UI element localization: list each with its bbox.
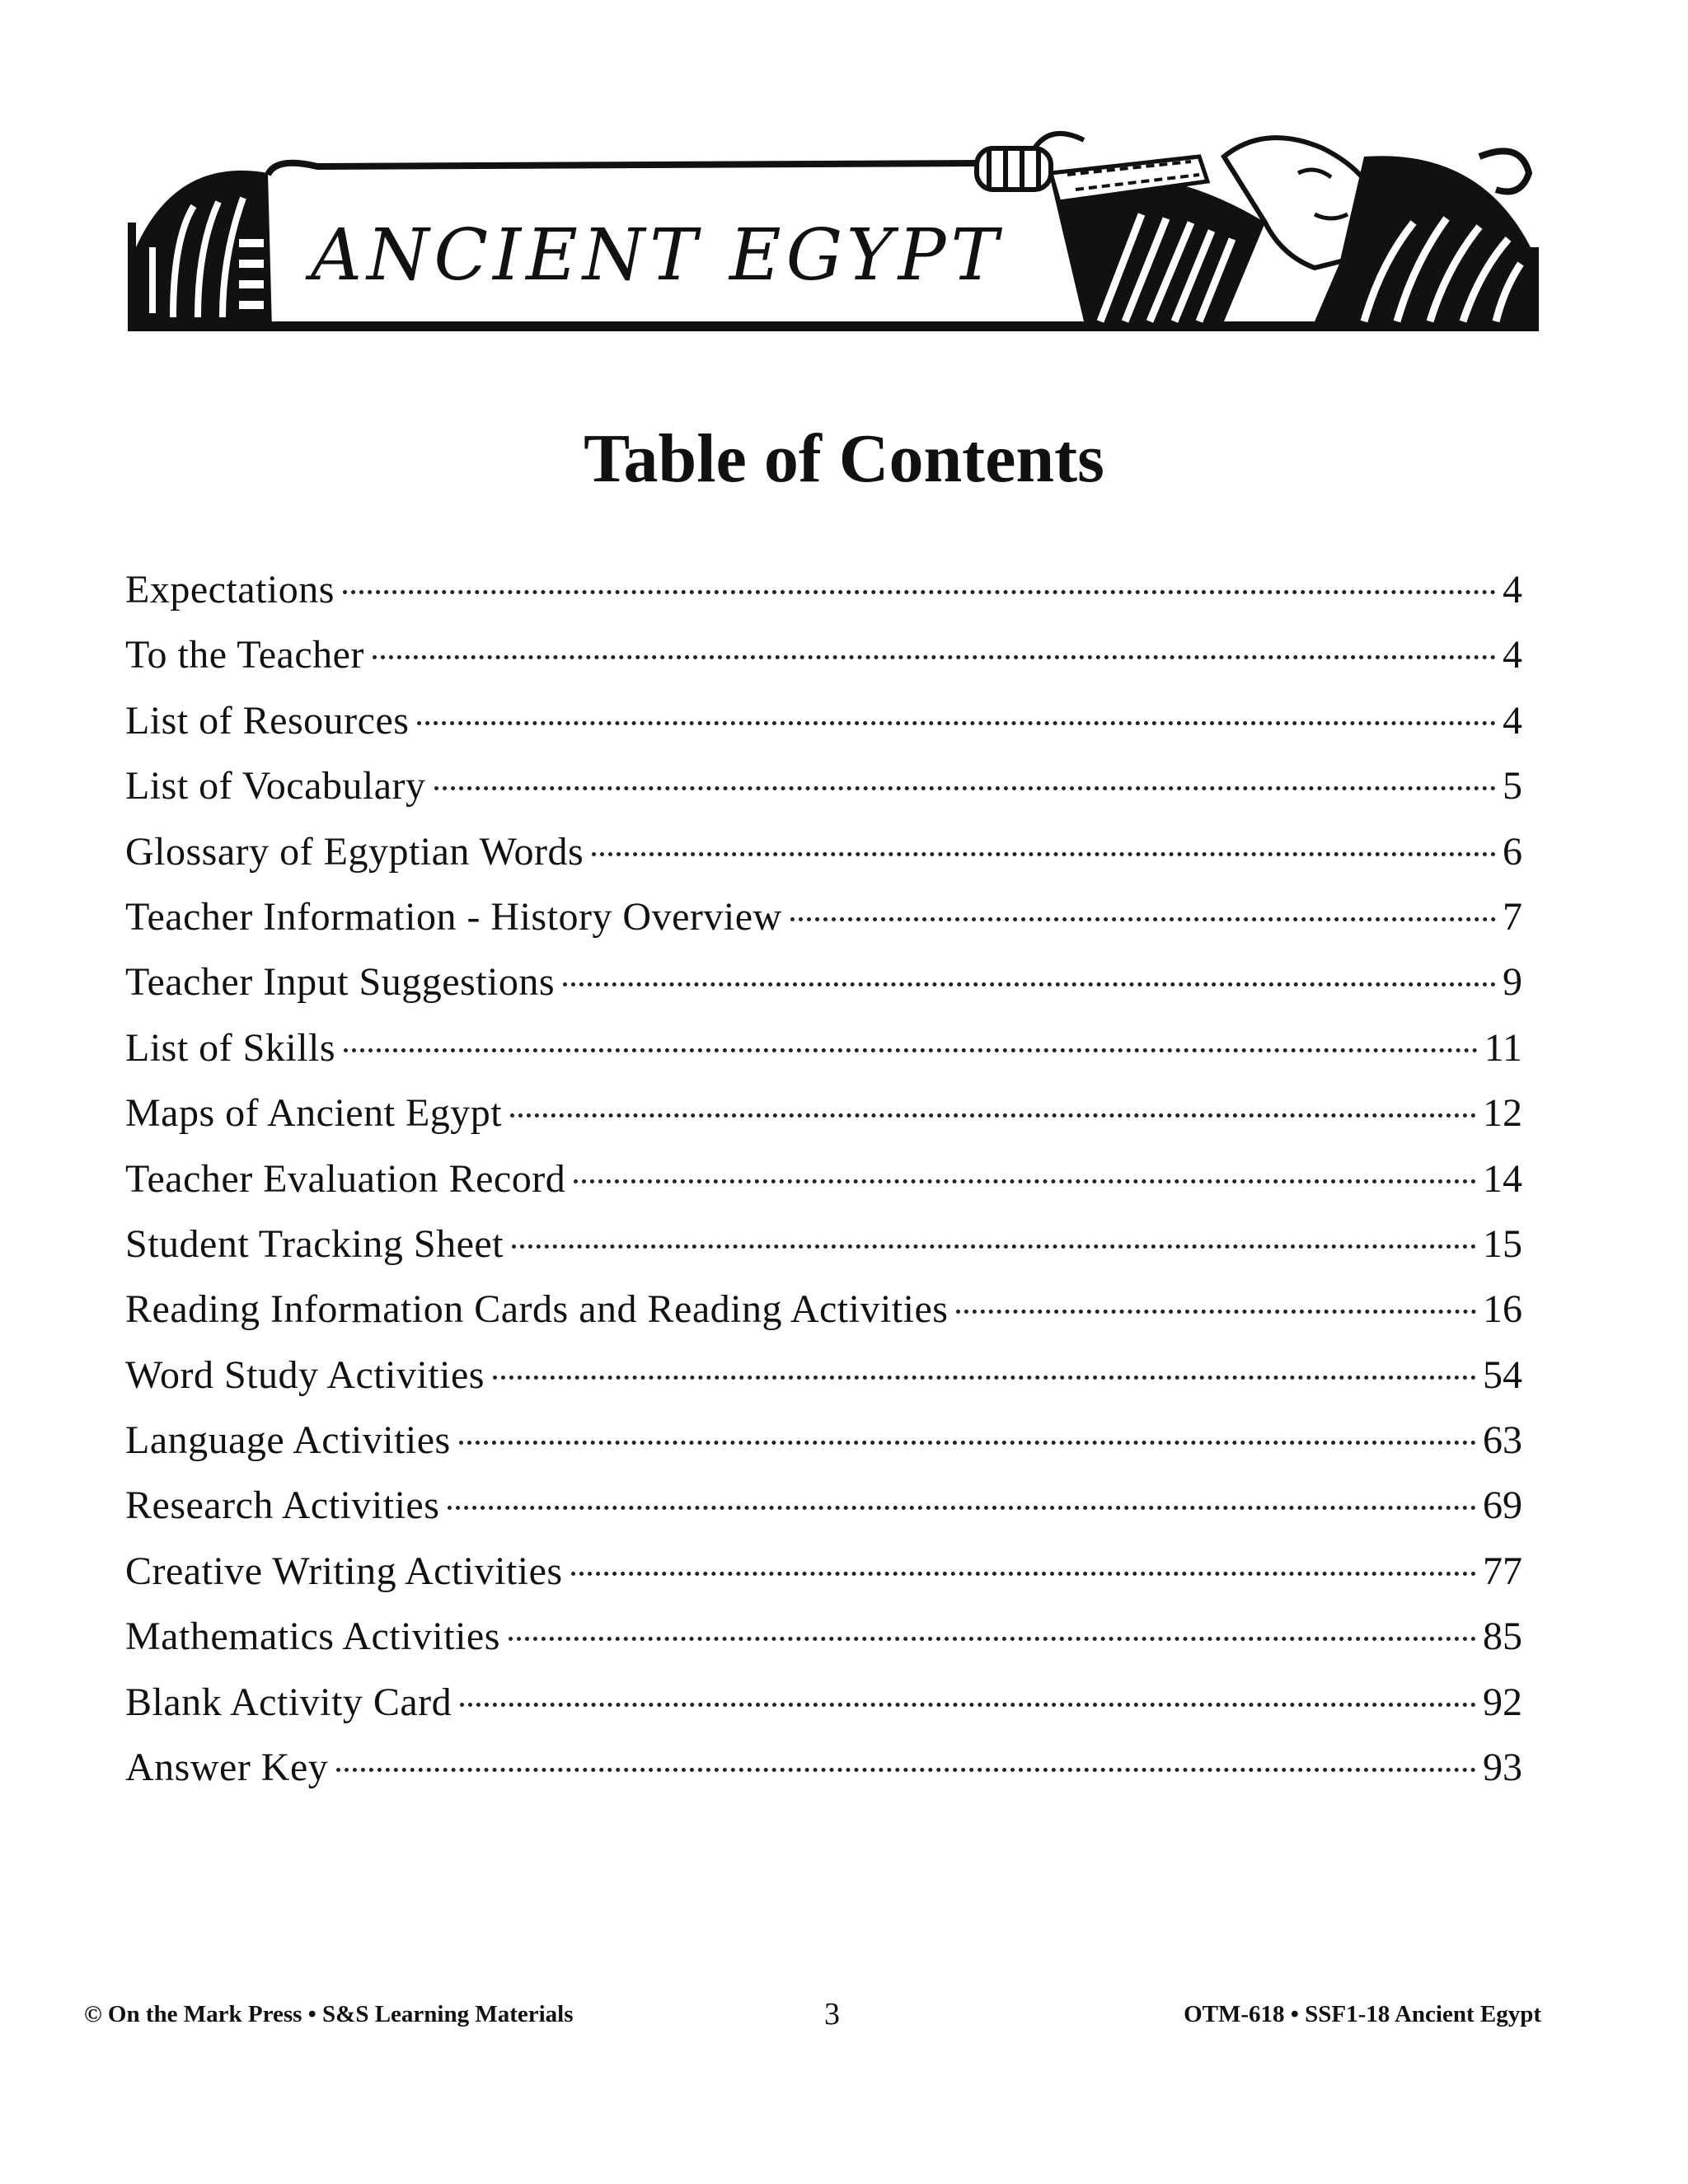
toc-entry bbox=[125, 1473, 1522, 1538]
toc-entry-page: 54 bbox=[1483, 1352, 1522, 1397]
toc-entry bbox=[125, 1670, 1522, 1735]
toc-entry bbox=[125, 1212, 1522, 1277]
toc-leader bbox=[574, 1179, 1476, 1183]
toc-leader bbox=[373, 655, 1496, 659]
toc-leader bbox=[592, 852, 1496, 856]
toc-entry-title: Creative Writing Activities bbox=[125, 1549, 563, 1593]
toc-entry-page: 7 bbox=[1503, 894, 1522, 939]
toc-leader bbox=[448, 1506, 1476, 1510]
footer-publisher: © On the Mark Press • S&S Learning Materials bbox=[84, 2001, 574, 2027]
toc-entry-page: 14 bbox=[1483, 1156, 1522, 1201]
toc-entry bbox=[125, 1604, 1522, 1669]
toc-entry-title: Reading Information Cards and Reading Activities bbox=[125, 1287, 949, 1332]
toc-entry-title: Teacher Input Suggestions bbox=[125, 960, 556, 1005]
toc-entry-title: To the Teacher bbox=[125, 633, 364, 677]
footer-product-code: OTM-618 • SSF1-18 Ancient Egypt bbox=[1184, 2001, 1541, 2027]
toc-entry-title: Glossary of Egyptian Words bbox=[125, 829, 584, 874]
toc-entry bbox=[125, 1080, 1522, 1146]
toc-entry bbox=[125, 688, 1522, 753]
toc-leader bbox=[563, 982, 1496, 987]
toc-leader bbox=[344, 1048, 1478, 1052]
toc-entry bbox=[125, 1343, 1522, 1408]
toc-entry bbox=[125, 1277, 1522, 1342]
toc-entry bbox=[125, 1735, 1522, 1800]
toc-entry-page: 92 bbox=[1483, 1680, 1522, 1724]
toc-entry-title: List of Vocabulary bbox=[125, 764, 426, 808]
toc-entry bbox=[125, 1015, 1522, 1080]
toc-entry-page: 4 bbox=[1503, 568, 1522, 612]
toc-entry-title: Teacher Evaluation Record bbox=[125, 1156, 566, 1201]
toc-entry bbox=[125, 622, 1522, 687]
toc-entry-page: 85 bbox=[1483, 1615, 1522, 1659]
toc-entry-page: 9 bbox=[1503, 960, 1522, 1005]
page-title: Table of Contents bbox=[584, 420, 1104, 497]
toc-entry-title: Expectations bbox=[125, 568, 335, 612]
toc-entry-title: Student Tracking Sheet bbox=[125, 1221, 504, 1266]
toc-entry-title: Research Activities bbox=[125, 1483, 440, 1528]
toc-entry-title: Maps of Ancient Egypt bbox=[125, 1091, 503, 1136]
toc-leader bbox=[343, 590, 1496, 594]
toc-leader bbox=[956, 1310, 1476, 1314]
toc-entry-title: Word Study Activities bbox=[125, 1352, 485, 1397]
toc-entry-page: 4 bbox=[1503, 698, 1522, 743]
toc-entry-title: Answer Key bbox=[125, 1746, 329, 1790]
footer-page-number: 3 bbox=[824, 1997, 840, 2032]
toc-leader bbox=[336, 1768, 1476, 1772]
toc-entry bbox=[125, 1539, 1522, 1604]
toc-entry-title: Language Activities bbox=[125, 1418, 451, 1463]
toc-entry bbox=[125, 1146, 1522, 1212]
toc-entry-page: 5 bbox=[1503, 764, 1522, 808]
toc-entry-title: List of Skills bbox=[125, 1025, 336, 1070]
page-footer bbox=[0, 1997, 1688, 2042]
toc-entry bbox=[125, 884, 1522, 949]
toc-entry bbox=[125, 557, 1522, 622]
toc-entry bbox=[125, 753, 1522, 818]
toc-entry-page: 93 bbox=[1483, 1746, 1522, 1790]
toc-entry-title: Teacher Information - History Overview bbox=[125, 894, 782, 939]
toc-entry-page: 11 bbox=[1484, 1025, 1522, 1070]
toc-leader bbox=[417, 721, 1496, 725]
toc-leader bbox=[510, 1113, 1476, 1118]
toc-list bbox=[125, 557, 1522, 1800]
banner-title: ANCIENT EGYPT bbox=[311, 214, 1003, 297]
toc-entry-page: 63 bbox=[1483, 1418, 1522, 1463]
toc-entry-page: 6 bbox=[1503, 829, 1522, 874]
toc-entry bbox=[125, 949, 1522, 1015]
toc-leader bbox=[493, 1376, 1476, 1380]
toc-entry-page: 77 bbox=[1483, 1549, 1522, 1593]
toc-entry-page: 15 bbox=[1483, 1221, 1522, 1266]
toc-leader bbox=[434, 786, 1497, 790]
toc-leader bbox=[512, 1244, 1476, 1249]
header-banner bbox=[128, 124, 1539, 340]
toc-entry-page: 16 bbox=[1483, 1287, 1522, 1332]
toc-entry-page: 12 bbox=[1483, 1091, 1522, 1136]
toc-leader bbox=[509, 1637, 1476, 1641]
toc-leader bbox=[571, 1572, 1476, 1576]
toc-entry bbox=[125, 819, 1522, 884]
toc-leader bbox=[459, 1441, 1476, 1445]
toc-entry bbox=[125, 1408, 1522, 1473]
toc-leader bbox=[790, 917, 1496, 921]
toc-entry-title: List of Resources bbox=[125, 698, 410, 743]
toc-entry-title: Mathematics Activities bbox=[125, 1615, 500, 1659]
toc-entry-page: 4 bbox=[1503, 633, 1522, 677]
toc-entry-title: Blank Activity Card bbox=[125, 1680, 452, 1724]
toc-entry-page: 69 bbox=[1483, 1483, 1522, 1528]
toc-leader bbox=[460, 1703, 1476, 1707]
